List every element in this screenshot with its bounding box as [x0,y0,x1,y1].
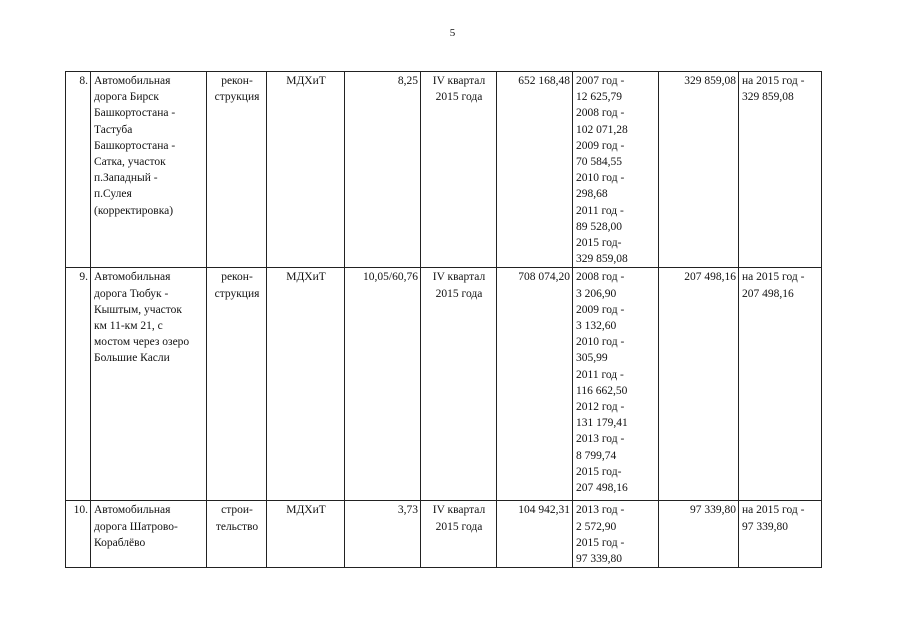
object-name-line: Большие Касли [94,352,170,365]
object-name-line: Автомобильная [94,75,171,87]
completion-term-line: IV квартал [432,504,486,517]
remaining-cost-cell: 207 498,16 [659,268,739,501]
customer-cell: МДХиТ [267,72,345,268]
object-name-line: км 11-км 21, с [94,320,163,333]
financing-by-year-cell [573,72,659,268]
row-number-cell: 8. [66,72,91,268]
completion-term-cell [421,501,497,568]
financing-by-year-line: 2008 год - [576,271,625,284]
object-name-line: (корректировка) [94,204,174,217]
plan-2015-cell [739,501,822,568]
object-name-line: п.Сулея [94,188,132,201]
plan-2015-cell [739,72,822,268]
financing-by-year-line: 2008 год - [576,107,625,120]
financing-by-year-line: 2011 год - [576,204,624,217]
work-type-line: струкция [214,91,260,104]
completion-term-line: IV квартал [432,271,486,284]
financing-by-year-line: 89 528,00 [576,220,622,233]
financing-by-year-line: 2015 год- [576,237,622,250]
financing-by-year-line: 2015 год - [576,536,625,549]
work-type-cell [207,268,267,501]
work-type-line: строи- [221,504,253,517]
row-number-cell: 9. [66,268,91,501]
financing-by-year-cell [573,268,659,501]
object-name-line: Башкортостана - [94,139,176,152]
object-name-line: п.Западный - [94,172,158,185]
financing-by-year-line: 12 625,79 [576,91,622,104]
financing-by-year-line: 298,68 [576,188,608,201]
object-name-line: дорога Шатрово- [94,520,178,533]
customer-cell: МДХиТ [267,268,345,501]
table-row [66,501,822,568]
financing-by-year-line: 8 799,74 [576,449,617,462]
object-name-cell [91,501,207,568]
financing-by-year-line: 131 179,41 [576,417,628,430]
object-name-line: мостом через озеро [94,336,190,349]
plan-2015-line: на 2015 год - [742,504,805,517]
work-type-cell [207,72,267,268]
table-row [66,72,822,268]
work-type-line: тельство [215,520,259,533]
object-name-line: дорога Тюбук - [94,287,169,300]
financing-by-year-line: 2010 год - [576,172,625,185]
completion-term-line: 2015 года [435,287,483,300]
financing-by-year-line: 2007 год - [576,75,625,87]
financing-by-year-line: 2015 год- [576,465,622,478]
completion-term-cell [421,72,497,268]
financing-by-year-line: 2013 год - [576,504,625,517]
object-name-line: Тастуба [94,123,133,136]
page-number: 5 [449,27,456,39]
completion-term-line: 2015 года [435,520,483,533]
completion-term-line: IV квартал [432,75,486,87]
plan-2015-line: 97 339,80 [742,520,788,533]
object-name-line: Кораблёво [94,536,146,549]
work-type-cell [207,501,267,568]
plan-2015-line: на 2015 год - [742,75,805,87]
financing-by-year-line: 2010 год - [576,336,625,349]
financing-by-year-line: 3 206,90 [576,287,617,300]
length-cell: 3,73 [345,501,421,568]
table-row [66,268,822,501]
object-name-line: Автомобильная [94,271,171,284]
completion-term-cell [421,268,497,501]
work-type-line: струкция [214,287,260,300]
length-cell: 10,05/60,76 [345,268,421,501]
work-type-line: рекон- [221,75,253,87]
plan-2015-cell [739,268,822,501]
plan-2015-line: на 2015 год - [742,271,805,284]
estimated-cost-cell: 104 942,31 [497,501,573,568]
object-name-line: Сатка, участок [94,156,166,169]
object-name-line: Кыштым, участок [94,303,182,316]
financing-by-year-line: 2 572,90 [576,520,617,533]
financing-by-year-line: 116 662,50 [576,384,628,397]
plan-2015-line: 207 498,16 [742,287,794,300]
estimated-cost-cell: 708 074,20 [497,268,573,501]
plan-2015-line: 329 859,08 [742,91,794,104]
row-number-cell: 10. [66,501,91,568]
financing-by-year-line: 70 584,55 [576,156,622,169]
estimated-cost-cell: 652 168,48 [497,72,573,268]
object-name-cell [91,268,207,501]
object-name-cell [91,72,207,268]
remaining-cost-cell: 97 339,80 [659,501,739,568]
object-name-line: Автомобильная [94,504,171,517]
financing-by-year-line: 2013 год - [576,433,625,446]
financing-by-year-line: 102 071,28 [576,123,628,136]
financing-by-year-line: 207 498,16 [576,482,628,495]
length-cell: 8,25 [345,72,421,268]
projects-table [65,71,822,568]
completion-term-line: 2015 года [435,91,483,104]
object-name-line: дорога Бирск [94,91,159,104]
table-body [66,72,822,568]
financing-by-year-line: 329 859,08 [576,253,628,266]
financing-by-year-line: 305,99 [576,352,608,365]
financing-by-year-line: 2009 год - [576,139,625,152]
financing-by-year-cell [573,501,659,568]
customer-cell: МДХиТ [267,501,345,568]
financing-by-year-line: 2012 год - [576,401,625,414]
work-type-line: рекон- [221,271,253,284]
financing-by-year-line: 2011 год - [576,368,624,381]
financing-by-year-line: 2009 год - [576,303,625,316]
object-name-line: Башкортостана - [94,107,176,120]
financing-by-year-line: 97 339,80 [576,553,622,566]
remaining-cost-cell: 329 859,08 [659,72,739,268]
financing-by-year-line: 3 132,60 [576,320,617,333]
